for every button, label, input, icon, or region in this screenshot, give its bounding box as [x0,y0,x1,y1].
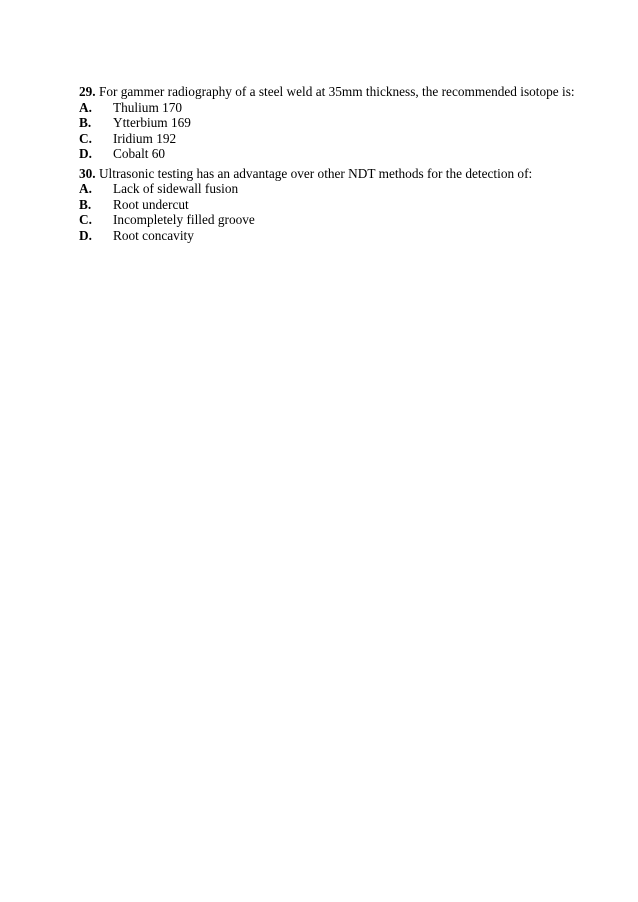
option-text: Incompletely filled groove [113,212,255,227]
answer-option-a [79,100,579,116]
option-letter: A. [79,181,92,196]
option-text: Iridium 192 [113,130,177,146]
answer-option-d [79,228,579,244]
option-letter: A. [79,99,92,115]
answer-option-b [79,115,579,131]
option-text: Ytterbium 169 [113,115,191,130]
option-letter: D. [79,146,92,161]
answer-option-d [79,146,579,162]
question-30 [79,166,579,244]
answer-option-c [79,131,579,147]
option-text: Root undercut [113,196,189,212]
question-number: 29. [79,84,96,99]
option-text: Root concavity [113,227,194,243]
answer-option-c [79,212,579,228]
option-letter: B. [79,196,92,212]
option-letter: D. [79,227,92,243]
option-letter: B. [79,115,92,130]
question-29 [79,84,579,162]
answer-option-b [79,197,579,213]
answer-options [79,181,579,243]
question-stem [79,166,579,182]
answer-option-a [79,181,579,197]
option-text: Cobalt 60 [113,146,166,161]
question-text: Ultrasonic testing has an advantage over other NDT methods for the detection of: [98,165,533,181]
question-list [79,84,579,243]
option-letter: C. [79,212,92,227]
question-text: For gammer radiography of a steel weld at 35mm thickness, the recommended isotope is: [98,84,575,99]
question-stem [79,84,579,100]
answer-options [79,100,579,162]
option-text: Thulium 170 [113,99,183,115]
option-letter: C. [79,130,92,146]
option-text: Lack of sidewall fusion [113,181,239,196]
question-number: 30. [79,165,96,181]
